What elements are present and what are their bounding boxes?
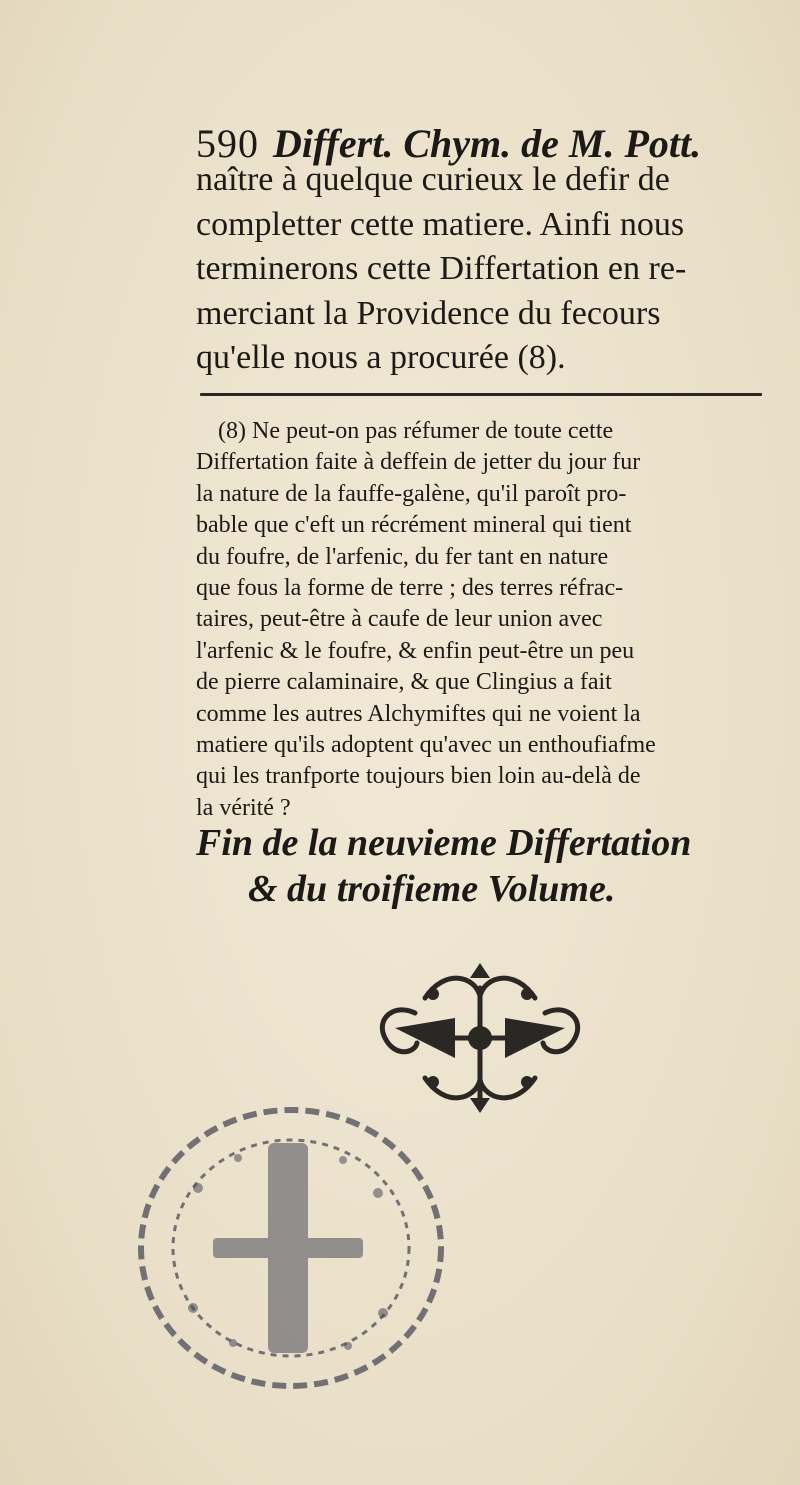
footnote-line: la vérité ? — [196, 794, 291, 821]
footnote-line: que fous la forme de terre ; des terres réfrac- — [196, 575, 624, 602]
text-line: naître à quelque curieux le defir de — [196, 161, 670, 198]
footnote-line: de pierre calaminaire, & que Clingius a fait — [196, 669, 612, 696]
running-title: Differt. Chym. de M. Pott. — [273, 121, 702, 166]
closing-line-2: & du troifieme Volume. — [248, 868, 616, 910]
footnote-line: l'arfenic & le foufre, & enfin peut-être un peu — [196, 637, 635, 664]
footnote-line: Differtation faite à deffein de jetter du jour fur — [196, 449, 641, 476]
text-line: completter cette matiere. Ainfi nous — [196, 205, 685, 243]
text-line: terminerons cette Differtation en re- — [196, 250, 687, 287]
text-line: merciant la Providence du fecours — [196, 294, 661, 332]
footnote-rule — [200, 393, 762, 396]
footnote-line: (8) Ne peut-on pas réfumer de toute cette — [218, 418, 614, 444]
text-line: qu'elle nous a procurée (8). — [196, 339, 566, 376]
footnote-line: la nature de la fauffe-galène, qu'il paroît pro- — [196, 480, 627, 507]
footnote-line: bable que c'eft un récrément mineral qui tient — [196, 512, 632, 539]
closing-line-1: Fin de la neuvieme Differtation — [196, 822, 692, 864]
page-number: 590 — [196, 121, 259, 166]
library-stamp-icon — [118, 1098, 464, 1410]
main-text — [196, 158, 762, 381]
ornament-tailpiece-icon — [355, 958, 605, 1118]
footnote-line: matiere qu'ils adoptent qu'avec un enthoufiafme — [196, 732, 656, 759]
footnote-line: qui les tranfporte toujours bien loin au-delà de — [196, 763, 641, 790]
closing-colophon — [196, 820, 762, 912]
footnote-line: taires, peut-être à caufe de leur union avec — [196, 606, 603, 633]
footnote-line: du foufre, de l'arfenic, du fer tant en nature — [196, 543, 609, 570]
footnote — [196, 416, 762, 824]
footnote-line: comme les autres Alchymiftes qui ne voient la — [196, 700, 641, 727]
